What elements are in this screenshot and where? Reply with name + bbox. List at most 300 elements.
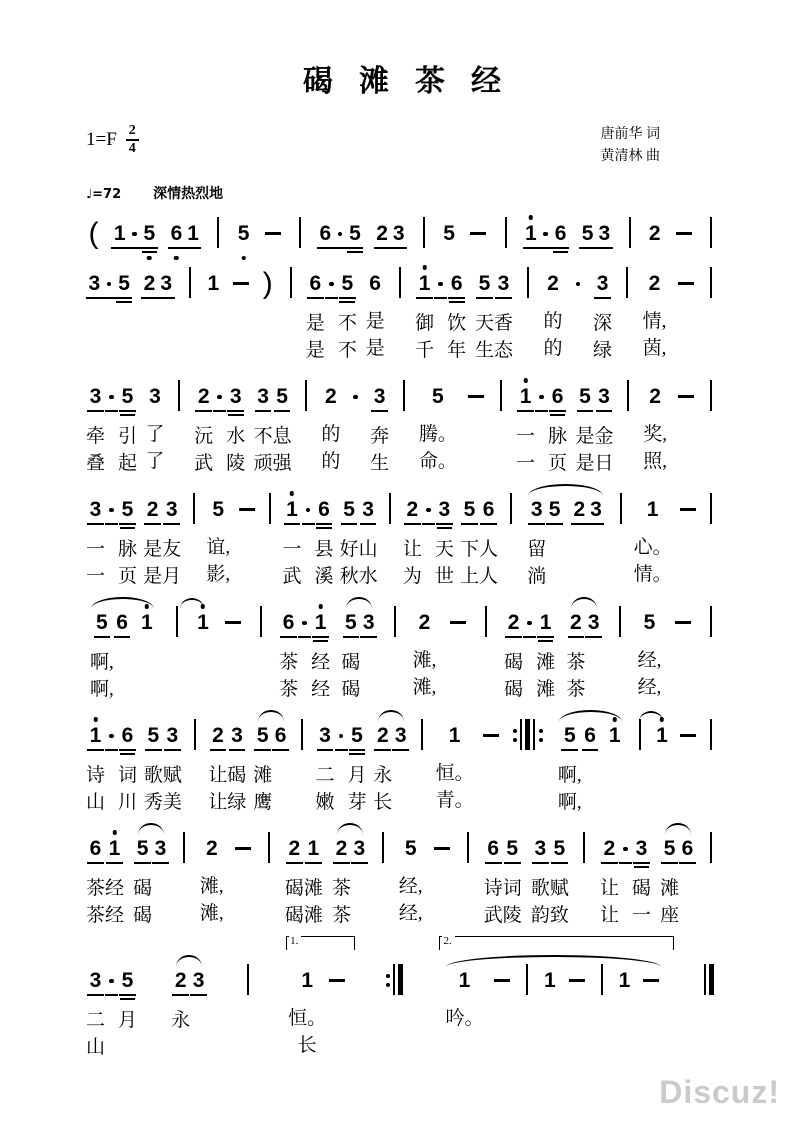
duration-dash-glyph bbox=[641, 967, 662, 994]
note-group bbox=[419, 383, 457, 473]
lyric-syllable-verse1: 诗 bbox=[86, 765, 106, 787]
lyric-syllable-verse2 bbox=[232, 672, 234, 699]
duration-dash-glyph bbox=[262, 220, 283, 247]
lyric-syllable-verse2 bbox=[682, 672, 684, 699]
note-cell-glyph bbox=[517, 383, 534, 412]
lyric-syllable-verse2 bbox=[202, 672, 204, 699]
duration-dash bbox=[480, 722, 501, 812]
lyric-syllable-verse2 bbox=[710, 559, 712, 586]
note-group bbox=[173, 383, 186, 473]
augmentation-dot bbox=[105, 496, 118, 588]
lyric-syllable-verse1: 经, bbox=[398, 876, 423, 898]
note-cell-glyph bbox=[284, 496, 301, 525]
note-group bbox=[516, 383, 567, 475]
note-group bbox=[465, 383, 486, 473]
lyric-syllable-verse2 bbox=[554, 561, 556, 588]
lyric-syllable-verse1 bbox=[247, 1003, 249, 1030]
note-cell bbox=[494, 270, 513, 362]
barline-stroke bbox=[260, 606, 262, 637]
lyric-syllable-verse2: 起 bbox=[118, 453, 138, 475]
dash-stroke bbox=[233, 282, 249, 285]
note-cell-glyph bbox=[141, 220, 158, 249]
barline-stroke bbox=[423, 217, 425, 248]
lyric-syllable-verse2: 茶 bbox=[331, 905, 351, 927]
lyric-syllable-verse2: 嫩 bbox=[315, 792, 335, 814]
note-cell-glyph bbox=[633, 835, 650, 864]
note-digit: 2 bbox=[376, 222, 388, 246]
note-group bbox=[621, 270, 634, 360]
note-group bbox=[86, 216, 101, 250]
lyric-syllable-verse2: 山 bbox=[86, 792, 106, 814]
lyric-syllable-verse1 bbox=[111, 534, 113, 561]
barline-stroke bbox=[382, 832, 384, 863]
lyric-syllable-verse1: 山 bbox=[358, 539, 378, 561]
lyric-syllable-verse1 bbox=[400, 760, 402, 787]
note-cell-glyph bbox=[390, 220, 407, 249]
lyric-syllable-verse2: 命。 bbox=[418, 451, 457, 473]
barline-glyph bbox=[170, 609, 183, 636]
lyric-syllable-verse2 bbox=[440, 335, 442, 362]
lyric-syllable-verse2: 芽 bbox=[347, 792, 367, 814]
lyric-syllable-verse1 bbox=[710, 419, 712, 446]
barline-glyph bbox=[520, 967, 533, 994]
lyric-syllable-verse1 bbox=[589, 760, 591, 787]
note-cell-glyph bbox=[568, 609, 585, 638]
note-cell-glyph bbox=[661, 835, 678, 864]
barline-glyph bbox=[384, 496, 397, 523]
note-digit: 1 bbox=[608, 724, 621, 748]
note-group bbox=[575, 383, 613, 475]
augmentation-dot bbox=[571, 270, 584, 360]
lyric-syllable-verse2: 川 bbox=[118, 792, 138, 814]
note-cell-glyph bbox=[333, 835, 350, 864]
note-cell bbox=[484, 835, 503, 927]
note-cell-glyph bbox=[616, 967, 633, 994]
note-digit: 1 bbox=[646, 498, 659, 522]
note-cell bbox=[413, 609, 437, 699]
augmentation-dot-glyph bbox=[539, 220, 552, 249]
lyric-syllable-verse1 bbox=[501, 1003, 503, 1030]
note-digit: 5 bbox=[432, 385, 444, 409]
lyric-syllable-verse2 bbox=[639, 785, 641, 812]
lyric-syllable-verse1: 经 bbox=[311, 652, 331, 674]
duration-dash bbox=[677, 722, 698, 812]
note-digit: 5 bbox=[548, 498, 561, 522]
note-group bbox=[491, 967, 512, 1057]
barline-stroke bbox=[183, 832, 185, 863]
lyric-syllable-verse2: 茶 bbox=[566, 679, 586, 701]
note-cell bbox=[544, 270, 563, 360]
note-digit: 1 bbox=[543, 969, 556, 993]
lyric-syllable-verse1 bbox=[305, 419, 307, 446]
lyric-syllable-verse2 bbox=[710, 672, 712, 699]
note-digit: 5 bbox=[276, 385, 288, 409]
note-cell bbox=[272, 722, 289, 814]
lyric-syllable-verse1 bbox=[427, 534, 429, 561]
lyric-syllable-verse2: 茶 bbox=[86, 905, 106, 927]
ending-label: 2. bbox=[442, 935, 454, 948]
lyric-syllable-verse1: 一 bbox=[516, 426, 536, 448]
barline-glyph bbox=[296, 722, 309, 749]
note-group bbox=[600, 835, 651, 927]
barline-stroke bbox=[527, 267, 529, 298]
barline bbox=[520, 967, 533, 1057]
note-group bbox=[315, 722, 366, 814]
barline-stroke bbox=[178, 380, 180, 411]
lyric-syllable-verse2: 了 bbox=[145, 451, 165, 473]
note-group bbox=[284, 270, 297, 360]
lyric-syllable-verse1: 二 bbox=[86, 1010, 106, 1032]
note-group bbox=[144, 722, 182, 814]
note-digit: 3 bbox=[166, 724, 179, 748]
note-digit: 2 bbox=[143, 272, 156, 296]
dot bbox=[438, 282, 443, 287]
note-digit: 1 bbox=[519, 385, 532, 409]
note-digit: 2 bbox=[603, 837, 616, 861]
note-digit: 5 bbox=[118, 272, 130, 296]
note-cell-glyph bbox=[641, 609, 658, 636]
song-title: 碣滩茶经 bbox=[303, 65, 527, 98]
note-cell bbox=[194, 383, 213, 475]
lyric-syllable-verse1 bbox=[583, 871, 585, 898]
augmentation-dot-glyph bbox=[422, 496, 435, 525]
note-cell bbox=[392, 722, 409, 814]
lyric-syllable-verse2 bbox=[626, 333, 628, 360]
lyric-syllable-verse1 bbox=[178, 419, 180, 446]
note-digit: 5 bbox=[212, 498, 225, 522]
note-digit: 3 bbox=[392, 222, 405, 246]
lyric-syllable-verse2 bbox=[593, 674, 595, 701]
note-group bbox=[480, 609, 493, 699]
lyric-syllable-verse1 bbox=[189, 306, 191, 333]
barline bbox=[705, 835, 718, 925]
lyric-syllable-verse1: 茶 bbox=[331, 878, 351, 900]
lyric-syllable-verse1: 滩 bbox=[303, 878, 323, 900]
lyric-syllable-verse1: 经 bbox=[105, 878, 125, 900]
barline bbox=[634, 722, 647, 812]
lyric-syllable-verse2 bbox=[619, 672, 621, 699]
note-cell-glyph bbox=[147, 383, 164, 410]
note-cell-glyph bbox=[195, 383, 212, 412]
lyric-syllable-verse1: 水 bbox=[226, 426, 246, 448]
lyric-syllable-verse1 bbox=[577, 306, 579, 333]
barline-stroke bbox=[710, 719, 712, 750]
note-cell-glyph bbox=[210, 496, 227, 523]
lyric-syllable-verse2 bbox=[178, 446, 180, 473]
note-digit: 1 bbox=[140, 611, 153, 635]
tempo-row bbox=[86, 183, 718, 203]
lyric-syllable-verse1: 恒。 bbox=[435, 763, 474, 785]
repeat-sign-end bbox=[381, 967, 407, 1057]
barline-glyph bbox=[189, 722, 202, 749]
note-cell-glyph bbox=[210, 722, 227, 751]
lyric-syllable-verse1 bbox=[368, 647, 370, 674]
note-cell bbox=[348, 722, 367, 814]
lyric-syllable-verse1: 啊, bbox=[90, 652, 114, 674]
note-cell-glyph bbox=[119, 967, 136, 996]
lyric-syllable-verse2: 滩, bbox=[199, 903, 224, 925]
duration-dash bbox=[465, 383, 486, 473]
dash-stroke bbox=[434, 847, 450, 850]
duration-dash bbox=[491, 967, 512, 1057]
barline bbox=[504, 496, 517, 586]
note-cell-glyph bbox=[541, 967, 558, 994]
note-cell bbox=[254, 383, 273, 475]
lyric-syllable-verse2 bbox=[710, 785, 712, 812]
barline-stroke bbox=[710, 267, 712, 298]
barline-stroke bbox=[176, 606, 178, 637]
lyric-syllable-verse2: 陵 bbox=[226, 453, 246, 475]
note-cell bbox=[304, 835, 323, 927]
note-cell bbox=[370, 383, 389, 475]
note-group bbox=[189, 722, 202, 812]
music-system bbox=[86, 707, 718, 814]
note-group bbox=[531, 835, 569, 927]
lyric-syllable-verse1 bbox=[686, 873, 688, 900]
note-digit: 3 bbox=[231, 724, 243, 748]
note-digit: 1 bbox=[525, 222, 537, 246]
lyric-syllable-verse2 bbox=[290, 333, 292, 360]
note-cell-glyph bbox=[205, 270, 222, 297]
barline bbox=[480, 609, 493, 699]
note-cell-glyph bbox=[505, 609, 522, 638]
lyric-syllable-verse1: 一 bbox=[86, 539, 106, 561]
augmentation-dot-glyph bbox=[105, 722, 118, 751]
note-cell-glyph bbox=[606, 722, 623, 749]
note-cell-glyph bbox=[343, 609, 360, 638]
barline-glyph bbox=[398, 383, 411, 410]
note-group bbox=[349, 383, 362, 473]
lyric-syllable-verse2 bbox=[601, 1030, 603, 1057]
dash-stroke bbox=[569, 979, 585, 982]
note-cell-glyph bbox=[528, 496, 545, 525]
note-cell bbox=[116, 270, 133, 362]
lyric-syllable-verse1 bbox=[595, 534, 597, 561]
note-cell-glyph bbox=[144, 496, 161, 525]
music-system bbox=[86, 933, 718, 1059]
augmentation-dot bbox=[105, 722, 118, 814]
note-digit: 5 bbox=[121, 385, 134, 409]
lyric-syllable-verse2 bbox=[614, 785, 616, 812]
note-group bbox=[296, 722, 309, 812]
note-digit: 2 bbox=[648, 272, 661, 296]
note-digit: 5 bbox=[553, 837, 566, 861]
lyric-syllable-verse2: 为 bbox=[402, 566, 422, 588]
composer-credit: 黄清林 曲 bbox=[600, 148, 660, 164]
barline-glyph bbox=[622, 383, 635, 410]
note-digit: 3 bbox=[598, 385, 610, 409]
lyric-syllable-verse2: 武 bbox=[483, 905, 503, 927]
duration-dash bbox=[675, 270, 696, 360]
lyric-syllable-verse2: 溪 bbox=[314, 566, 334, 588]
note-cell bbox=[208, 722, 227, 814]
barline bbox=[377, 835, 390, 925]
lyric-syllable-verse1: 让 bbox=[208, 765, 228, 787]
lyric-syllable-verse2: 的 bbox=[543, 338, 563, 360]
augmentation-dot-glyph bbox=[535, 383, 548, 412]
dash-stroke bbox=[675, 621, 691, 624]
lyric-syllable-verse1: 碣 bbox=[632, 878, 652, 900]
lyric-syllable-verse2: 不 bbox=[337, 340, 357, 362]
lyric-syllable-verse2: 叠 bbox=[86, 453, 106, 475]
note-group bbox=[178, 835, 191, 925]
slur-group bbox=[86, 609, 159, 701]
note-group bbox=[616, 967, 633, 1057]
dash-stroke bbox=[265, 232, 281, 235]
slur-group bbox=[441, 935, 665, 1057]
note-group bbox=[260, 266, 275, 360]
lyric-syllable-verse1 bbox=[620, 532, 622, 559]
lyric-syllable-verse2 bbox=[685, 446, 687, 473]
lyric-syllable-verse1 bbox=[710, 532, 712, 559]
lyric-syllable-verse2 bbox=[111, 1032, 113, 1059]
lyric-syllable-verse2 bbox=[242, 898, 244, 925]
augmentation-dot-glyph bbox=[523, 609, 536, 638]
lyric-syllable-verse2 bbox=[260, 672, 262, 699]
barline-glyph bbox=[705, 383, 718, 410]
note-digit: 1 bbox=[89, 724, 102, 748]
note-group bbox=[705, 220, 718, 247]
barline-stroke bbox=[305, 380, 307, 411]
note-cell-glyph bbox=[430, 383, 447, 410]
final-barline-glyph bbox=[700, 967, 718, 994]
lyric-syllable-verse1 bbox=[212, 306, 214, 333]
lyric-syllable-verse1 bbox=[148, 308, 150, 335]
lyric-syllable-verse1: 滩 bbox=[536, 652, 556, 674]
music-system bbox=[86, 481, 718, 588]
duration-dash-glyph bbox=[673, 609, 694, 636]
lyric-syllable-verse1 bbox=[242, 871, 244, 898]
note-group bbox=[504, 609, 555, 701]
note-digit: 5 bbox=[563, 724, 576, 748]
note-cell-glyph bbox=[341, 496, 358, 525]
lyric-syllable-verse1 bbox=[260, 645, 262, 672]
note-cell bbox=[306, 270, 325, 362]
augmentation-dot-glyph bbox=[619, 835, 632, 864]
note-cell bbox=[616, 967, 633, 1057]
note-digit: 3 bbox=[154, 837, 167, 861]
note-group bbox=[460, 496, 498, 588]
lyric-syllable-verse1: 滩, bbox=[199, 876, 224, 898]
barline bbox=[613, 609, 626, 699]
duration-dash-glyph bbox=[678, 496, 699, 523]
barline bbox=[388, 609, 401, 699]
lyric-syllable-verse2 bbox=[180, 1032, 182, 1059]
note-cell-glyph bbox=[134, 835, 151, 864]
lyric-syllable-verse1: 一 bbox=[282, 539, 302, 561]
music-system bbox=[86, 205, 718, 249]
augmentation-dot-glyph bbox=[571, 270, 584, 297]
note-cell-glyph bbox=[594, 270, 611, 299]
note-group bbox=[366, 270, 385, 360]
barline-stroke bbox=[194, 719, 196, 750]
lyric-syllable-verse2: 世 bbox=[434, 566, 454, 588]
key-text: 1=F bbox=[86, 129, 117, 150]
note-cell bbox=[138, 609, 155, 699]
barline-stroke bbox=[526, 964, 528, 995]
note-digit: 6 bbox=[121, 724, 134, 748]
lyric-syllable-verse1 bbox=[661, 758, 663, 785]
barline-stroke bbox=[505, 217, 507, 248]
note-cell bbox=[163, 722, 182, 814]
lyric-syllable-verse1 bbox=[269, 532, 271, 559]
note-cell-glyph bbox=[87, 722, 104, 751]
augmentation-dot bbox=[535, 383, 548, 475]
barline-glyph bbox=[705, 220, 718, 247]
note-group bbox=[170, 609, 183, 699]
lyric-syllable-verse1 bbox=[421, 758, 423, 785]
lyric-syllable-verse1: 友 bbox=[162, 539, 182, 561]
note-cell bbox=[190, 967, 207, 1059]
barline-glyph bbox=[178, 835, 191, 862]
note-digit: 2 bbox=[406, 498, 419, 522]
dash-stroke bbox=[468, 395, 484, 398]
note-group bbox=[206, 496, 230, 586]
lyric-syllable-verse1 bbox=[440, 308, 442, 335]
lyric-syllable-verse2: 是 bbox=[143, 566, 163, 588]
lyric-syllable-verse2 bbox=[307, 561, 309, 588]
note-digit: 2 bbox=[507, 611, 520, 635]
lyric-syllable-verse1: 腾。 bbox=[418, 424, 457, 446]
note-digit: 1 bbox=[448, 724, 461, 748]
note-cell-glyph bbox=[476, 270, 493, 299]
lyric-syllable-verse1 bbox=[619, 645, 621, 672]
note-group bbox=[445, 967, 483, 1057]
note-group bbox=[613, 609, 626, 699]
slur-group bbox=[373, 722, 409, 814]
lyric-syllable-verse2 bbox=[267, 333, 269, 360]
open-paren-glyph: ( bbox=[88, 216, 99, 250]
note-cell bbox=[195, 609, 212, 699]
note-group bbox=[263, 835, 276, 925]
note-cell bbox=[185, 220, 202, 249]
lyric-syllable-verse2 bbox=[627, 446, 629, 473]
note-cell-glyph bbox=[374, 220, 391, 249]
note-cell-glyph bbox=[339, 270, 356, 299]
lyric-syllable-verse1 bbox=[290, 306, 292, 333]
lyric-syllable-verse2: 座 bbox=[660, 905, 680, 927]
lyric-syllable-verse2: 页 bbox=[548, 453, 568, 475]
note-digit: 2 bbox=[418, 611, 431, 635]
note-cell-glyph bbox=[441, 220, 458, 247]
lyric-syllable-verse1 bbox=[307, 534, 309, 561]
note-cell bbox=[253, 722, 272, 814]
note-group bbox=[705, 722, 718, 812]
lyric-syllable-verse2 bbox=[687, 785, 689, 812]
note-cell bbox=[366, 270, 385, 360]
augmentation-dot-glyph bbox=[105, 496, 118, 525]
note-digit: 3 bbox=[530, 498, 543, 522]
barline-glyph bbox=[284, 270, 297, 297]
note-group bbox=[634, 722, 647, 812]
lyric-syllable-verse2 bbox=[368, 674, 370, 701]
note-group bbox=[595, 967, 608, 1057]
key-signature bbox=[86, 124, 139, 156]
lyric-syllable-verse2 bbox=[246, 559, 248, 586]
barline-stroke bbox=[500, 380, 502, 411]
barline-glyph bbox=[595, 967, 608, 994]
note-digit: 5 bbox=[121, 498, 134, 522]
note-group bbox=[416, 722, 429, 812]
barline bbox=[705, 220, 718, 247]
note-cell bbox=[374, 220, 391, 249]
barline-stroke bbox=[394, 606, 396, 637]
time-signature bbox=[126, 124, 139, 156]
note-group bbox=[705, 835, 718, 925]
note-digit: 3 bbox=[362, 611, 375, 635]
dot bbox=[623, 847, 628, 852]
lyric-syllable-verse2: 生 bbox=[474, 340, 494, 362]
